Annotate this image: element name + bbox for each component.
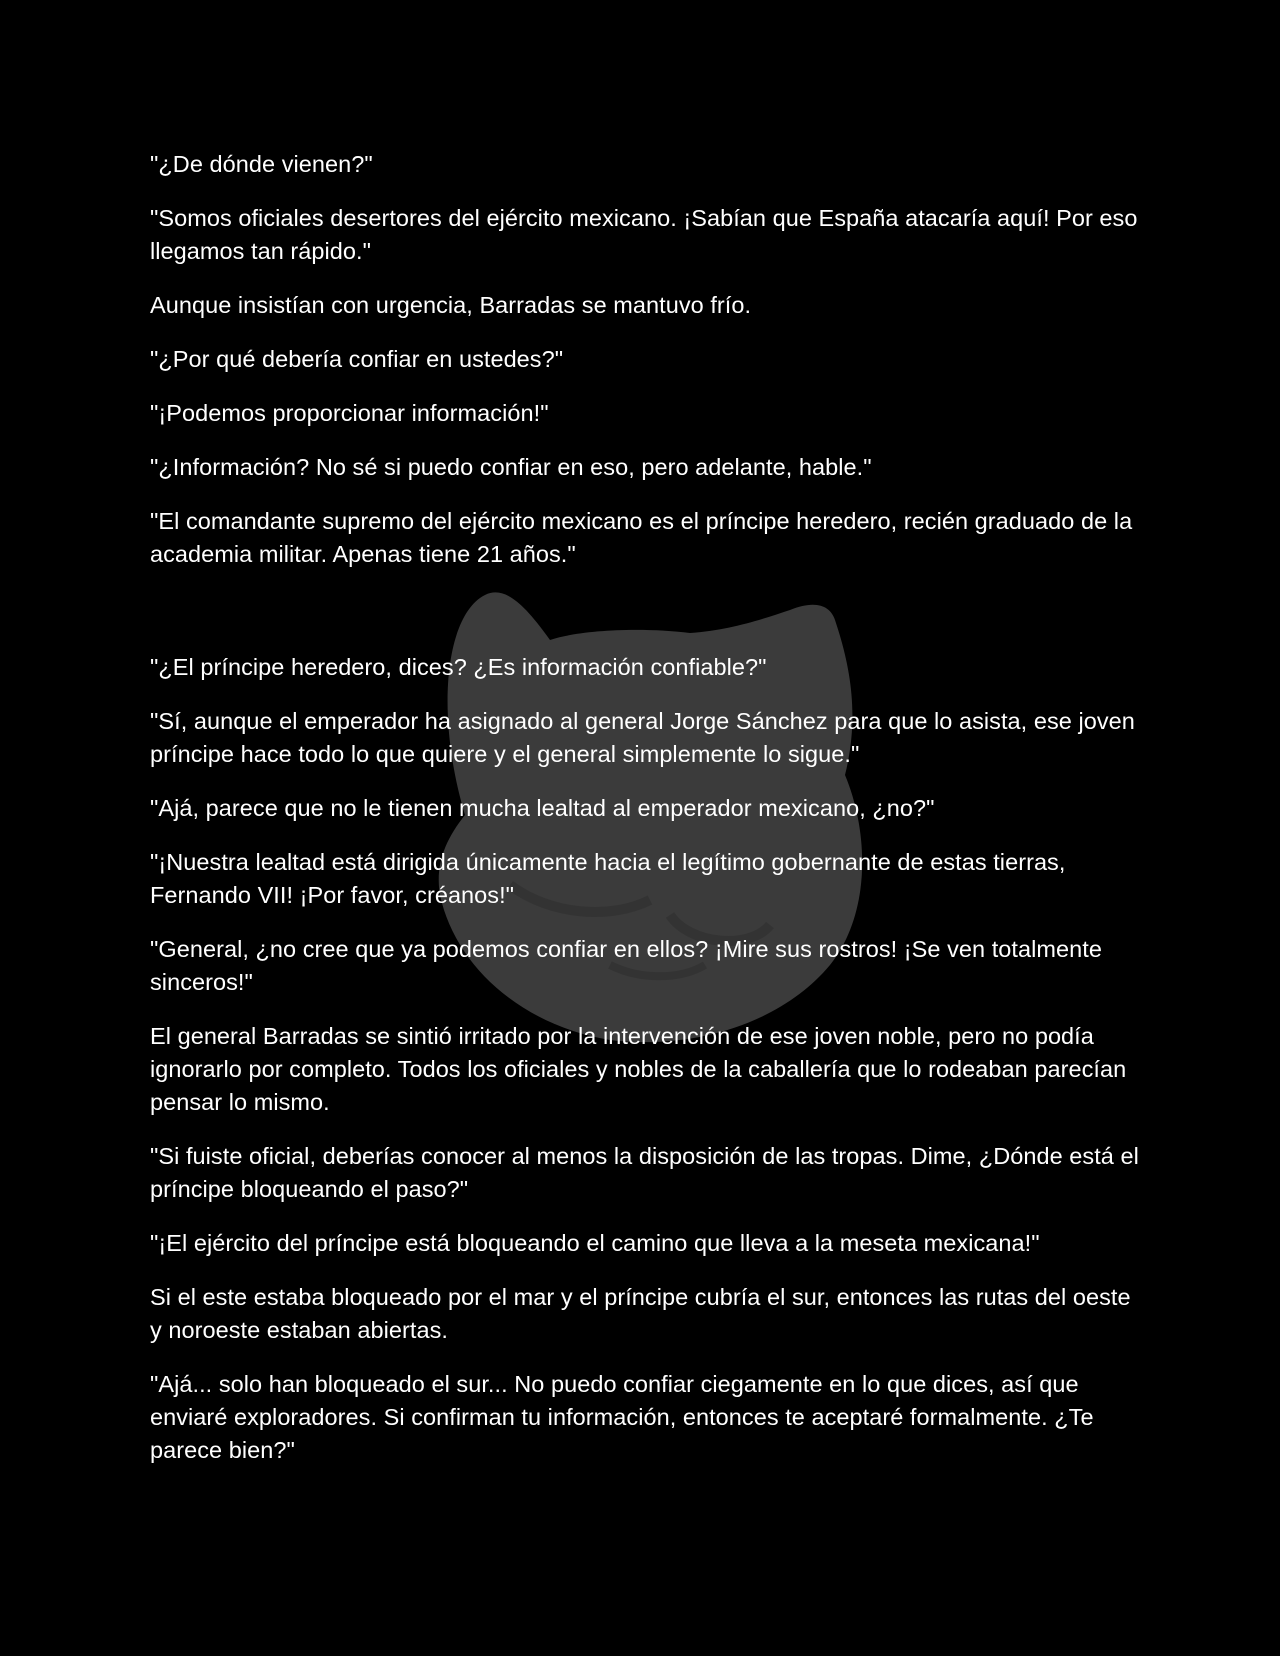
paragraph-2: "Somos oficiales desertores del ejército mexicano. ¡Sabían que España atacaría aquí! Por eso llegamos tan rápido."	[150, 205, 1138, 264]
paragraph-11: "¡Nuestra lealtad está dirigida únicamente hacia el legítimo gobernante de estas tierras, Fernando VII! ¡Por favor, créanos!"	[150, 849, 1066, 908]
paragraph-5: "¡Podemos proporcionar información!"	[150, 400, 549, 426]
story-text	[150, 148, 1140, 1488]
paragraph-4: "¿Por qué debería confiar en ustedes?"	[150, 346, 564, 372]
paragraph-13: El general Barradas se sintió irritado por la intervención de ese joven noble, pero no podía ignorarlo por completo. Todos los oficiales y nobles de la caballería que lo rodeaban parecían pensar lo mismo.	[150, 1023, 1127, 1115]
paragraph-14: "Si fuiste oficial, deberías conocer al menos la disposición de las tropas. Dime, ¿Dónde está el príncipe bloqueando el paso?"	[150, 1143, 1139, 1202]
paragraph-15: "¡El ejército del príncipe está bloqueando el camino que lleva a la meseta mexicana!"	[150, 1230, 1040, 1256]
paragraph-17: "Ajá... solo han bloqueado el sur... No puedo confiar ciegamente en lo que dices, así que enviaré exploradores. Si confirman tu información, entonces te aceptaré formalmente. ¿Te parece bien?"	[150, 1371, 1094, 1463]
paragraph-12: "General, ¿no cree que ya podemos confiar en ellos? ¡Mire sus rostros! ¡Se ven totalmente sinceros!"	[150, 936, 1102, 995]
paragraph-1: "¿De dónde vienen?"	[150, 151, 373, 177]
paragraph-9: "Sí, aunque el emperador ha asignado al general Jorge Sánchez para que lo asista, ese joven príncipe hace todo lo que quiere y el general simplemente lo sigue."	[150, 708, 1135, 767]
paragraph-7: "El comandante supremo del ejército mexicano es el príncipe heredero, recién graduado de la academia militar. Apenas tiene 21 años."	[150, 508, 1133, 567]
section-gap	[150, 592, 1140, 651]
paragraph-3: Aunque insistían con urgencia, Barradas se mantuvo frío.	[150, 292, 752, 318]
paragraph-8: "¿El príncipe heredero, dices? ¿Es información confiable?"	[150, 654, 767, 680]
paragraph-16: Si el este estaba bloqueado por el mar y el príncipe cubría el sur, entonces las rutas del oeste y noroeste estaban abiertas.	[150, 1284, 1131, 1343]
paragraph-10: "Ajá, parece que no le tienen mucha lealtad al emperador mexicano, ¿no?"	[150, 795, 935, 821]
paragraph-6: "¿Información? No sé si puedo confiar en eso, pero adelante, hable."	[150, 454, 872, 480]
